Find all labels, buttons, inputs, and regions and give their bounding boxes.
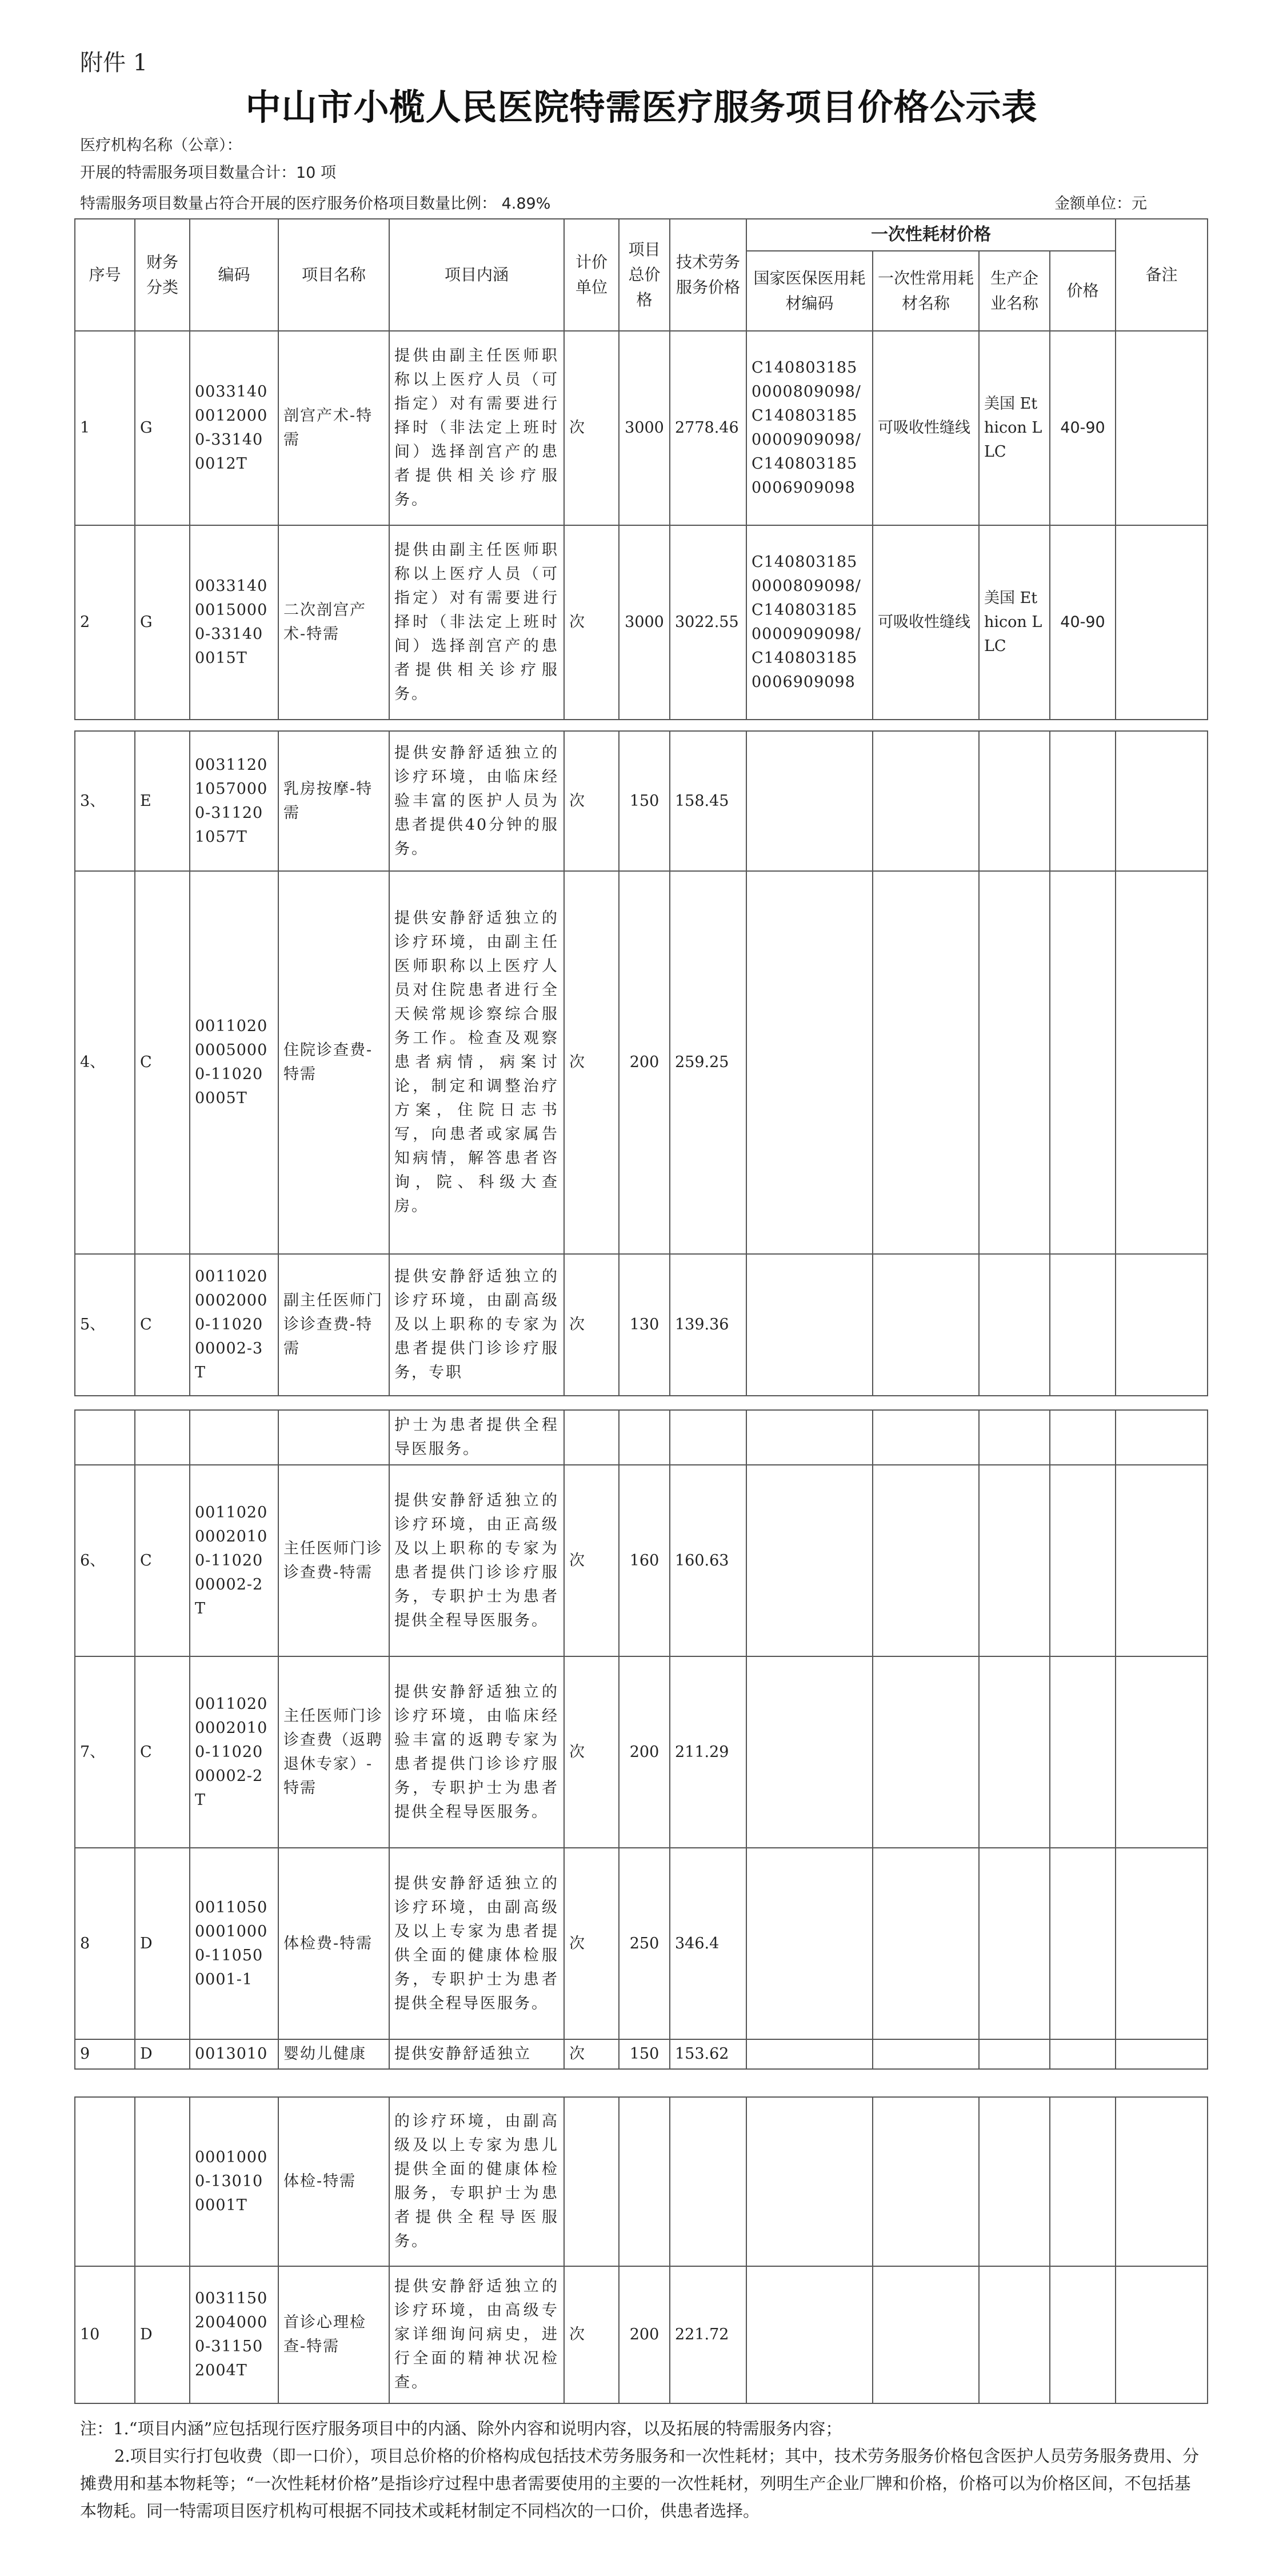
cell-manufacturer	[979, 731, 1050, 871]
project-ratio-label: 特需服务项目数量占符合开展的医疗服务价格项目数量比例： 4.89%	[80, 195, 551, 213]
cell-manufacturer: 美国 Ethicon LLC	[979, 331, 1050, 525]
cell-manufacturer	[979, 1465, 1050, 1656]
cell-unit: 次	[564, 1656, 619, 1848]
cell-class: D	[135, 2266, 190, 2403]
cell-name: 乳房按摩-特需	[278, 731, 389, 871]
cell-unit: 次	[564, 731, 619, 871]
attachment-label: 附件 1	[80, 50, 148, 76]
project-count-label: 开展的特需服务项目数量合计：10 项	[80, 164, 336, 182]
table-row	[75, 2039, 1208, 2069]
cell-total: 200	[619, 1656, 670, 1848]
cell-material-name: 可吸收性缝线	[873, 331, 979, 525]
cell-material-code	[746, 1848, 873, 2039]
col-header-material-code: 国家医保医用耗材编码	[746, 251, 873, 331]
cell-total: 3000	[619, 525, 670, 720]
cell-remark	[1116, 331, 1208, 525]
cell-unit: 次	[564, 1848, 619, 2039]
cell-price	[1050, 1254, 1116, 1396]
cell-code: 00331400015000 0-331400015T	[190, 525, 278, 720]
cell-name-continuation: 体检-特需	[278, 2097, 389, 2266]
cell-name: 婴幼儿健康	[278, 2039, 389, 2069]
cell-manufacturer	[979, 2266, 1050, 2403]
cell-fee: 3022.55	[670, 525, 746, 720]
cell-seq: 4、	[75, 871, 135, 1254]
table-row	[75, 1656, 1208, 1848]
cell-desc-continuation: 的诊疗环境，由副高级及以上专家为患儿提供全面的健康体检服务，专职护士为患者提供全程导医服务。	[389, 2097, 564, 2266]
cell-price	[1050, 1848, 1116, 2039]
cell-remark	[1116, 1848, 1208, 2039]
cell-unit: 次	[564, 525, 619, 720]
col-header-material-group: 一次性耗材价格	[746, 219, 1116, 251]
price-table-section-4	[74, 2096, 1208, 2404]
table-row	[75, 331, 1208, 525]
cell-desc: 提供安静舒适独立的诊疗环境，由正高级及以上职称的专家为患者提供门诊诊疗服务，专职护士为患者提供全程导医服务。	[389, 1465, 564, 1656]
cell-price	[1050, 2039, 1116, 2069]
cell-code: 00311502004000 0-311502004T	[190, 2266, 278, 2403]
cell-class: G	[135, 331, 190, 525]
cell-manufacturer: 美国 Ethicon LLC	[979, 525, 1050, 720]
cell-material-name	[873, 1656, 979, 1848]
cell-desc: 提供安静舒适独立的诊疗环境，由副主任医师职称以上医疗人员对住院患者进行全天候常规诊察综合服务工作。检查及观察患者病情，病案讨论，制定和调整治疗方案，住院日志书写，向患者或家属告知病情，解答患者咨询，院、科级大查房。	[389, 871, 564, 1254]
cell-unit: 次	[564, 2039, 619, 2069]
cell-desc: 提供安静舒适独立的诊疗环境，由临床经验丰富的医护人员为患者提供40分钟的服务。	[389, 731, 564, 871]
cell-name: 主任医师门诊诊查费-特需	[278, 1465, 389, 1656]
table-row	[75, 871, 1208, 1254]
cell-fee: 259.25	[670, 871, 746, 1254]
cell-material-name	[873, 1848, 979, 2039]
cell-material-code	[746, 1656, 873, 1848]
cell-desc: 提供由副主任医师职称以上医疗人员（可指定）对有需要进行择时（非法定上班时间）选择剖宫产的患者提供相关诊疗服务。	[389, 525, 564, 720]
cell-seq: 6、	[75, 1465, 135, 1656]
cell-name: 二次剖宫产术-特需	[278, 525, 389, 720]
cell-price: 40-90	[1050, 525, 1116, 720]
institution-name-label: 医疗机构名称（公章）：	[80, 137, 242, 154]
col-header-remark: 备注	[1116, 219, 1208, 331]
cell-desc: 提供安静舒适独立	[389, 2039, 564, 2069]
cell-material-name	[873, 871, 979, 1254]
cell-material-name	[873, 2266, 979, 2403]
cell-name: 住院诊查费-特需	[278, 871, 389, 1254]
cell-remark	[1116, 2266, 1208, 2403]
table-row	[75, 1848, 1208, 2039]
cell-total: 130	[619, 1254, 670, 1396]
cell-seq: 3、	[75, 731, 135, 871]
footnotes	[80, 2415, 1206, 2525]
cell-remark	[1116, 525, 1208, 720]
cell-material-code	[746, 2039, 873, 2069]
page-title: 中山市小榄人民医院特需医疗服务项目价格公示表	[245, 86, 1038, 128]
cell-fee: 346.4	[670, 1848, 746, 2039]
col-header-class: 财务分类	[135, 219, 190, 331]
table-row	[75, 1465, 1208, 1656]
cell-material-code	[746, 731, 873, 871]
cell-remark	[1116, 2039, 1208, 2069]
cell-total: 200	[619, 2266, 670, 2403]
table-row-continuation	[75, 2097, 1208, 2266]
cell-material-code	[746, 2266, 873, 2403]
cell-class: D	[135, 1848, 190, 2039]
col-header-seq: 序号	[75, 219, 135, 331]
cell-class: C	[135, 1465, 190, 1656]
cell-seq: 7、	[75, 1656, 135, 1848]
cell-material-name	[873, 731, 979, 871]
cell-fee: 139.36	[670, 1254, 746, 1396]
cell-price	[1050, 1656, 1116, 1848]
cell-total: 3000	[619, 331, 670, 525]
cell-code-continuation: 00010000-130100001T	[190, 2097, 278, 2266]
cell-desc: 提供安静舒适独立的诊疗环境，由高级专家详细询问病史，进行全面的精神状况检查。	[389, 2266, 564, 2403]
cell-seq: 2	[75, 525, 135, 720]
cell-manufacturer	[979, 1254, 1050, 1396]
cell-total: 150	[619, 731, 670, 871]
table-row-continuation	[75, 1410, 1208, 1465]
cell-class: C	[135, 1656, 190, 1848]
col-header-desc: 项目内涵	[389, 219, 564, 331]
col-header-code: 编码	[190, 219, 278, 331]
cell-unit: 次	[564, 871, 619, 1254]
cell-manufacturer	[979, 2039, 1050, 2069]
cell-class: C	[135, 871, 190, 1254]
cell-remark	[1116, 1465, 1208, 1656]
currency-unit-label: 金额单位：元	[1054, 195, 1147, 213]
cell-class: D	[135, 2039, 190, 2069]
footnote-2: 2.项目实行打包收费（即一口价），项目总价格的价格构成包括技术劳务服务和一次性耗材；其中，技术劳务服务价格包含医护人员劳务服务费用、分摊费用和基本物耗等；“一次性耗材价格”是指诊疗过程中患者需要使用的主要的一次性耗材，列明生产企业厂牌和价格，价格可以为价格区间，不包括基本物耗。同一特需项目医疗机构可根据不同技术或耗材制定不同档次的一口价，供患者选择。	[80, 2446, 1200, 2521]
cell-name: 首诊心理检查-特需	[278, 2266, 389, 2403]
col-header-fee: 技术劳务服务价格	[670, 219, 746, 331]
table-row	[75, 1254, 1208, 1396]
cell-seq: 10	[75, 2266, 135, 2403]
table-row	[75, 731, 1208, 871]
cell-fee: 211.29	[670, 1656, 746, 1848]
cell-seq: 9	[75, 2039, 135, 2069]
cell-remark	[1116, 871, 1208, 1254]
table-row	[75, 2266, 1208, 2403]
col-header-material-name: 一次性常用耗材名称	[873, 251, 979, 331]
cell-seq: 5、	[75, 1254, 135, 1396]
cell-fee: 153.62	[670, 2039, 746, 2069]
cell-unit: 次	[564, 331, 619, 525]
cell-desc: 提供由副主任医师职称以上医疗人员（可指定）对有需要进行择时（非法定上班时间）选择剖宫产的患者提供相关诊疗服务。	[389, 331, 564, 525]
cell-seq: 8	[75, 1848, 135, 2039]
cell-class: C	[135, 1254, 190, 1396]
price-table-section-1	[74, 218, 1208, 720]
cell-code: 00110500001000 0-110500001-1	[190, 1848, 278, 2039]
cell-fee: 2778.46	[670, 331, 746, 525]
cell-remark	[1116, 731, 1208, 871]
cell-price	[1050, 1465, 1116, 1656]
col-header-name: 项目名称	[278, 219, 389, 331]
cell-material-code	[746, 1465, 873, 1656]
cell-material-code	[746, 871, 873, 1254]
cell-fee: 221.72	[670, 2266, 746, 2403]
col-header-unit: 计价单位	[564, 219, 619, 331]
cell-code: 00110200005000 0-110200005T	[190, 871, 278, 1254]
col-header-price: 价格	[1050, 251, 1116, 331]
cell-code: 00110200002010 0-1102000002-2T	[190, 1465, 278, 1656]
cell-remark	[1116, 1656, 1208, 1848]
cell-unit: 次	[564, 1254, 619, 1396]
price-table-section-3	[74, 1409, 1208, 2070]
cell-seq: 1	[75, 331, 135, 525]
cell-class: G	[135, 525, 190, 720]
cell-code: 00331400012000 0-331400012T	[190, 331, 278, 525]
table-row	[75, 525, 1208, 720]
cell-price	[1050, 2266, 1116, 2403]
cell-name: 剖宫产术-特需	[278, 331, 389, 525]
cell-name: 主任医师门诊诊查费（返聘退休专家）-特需	[278, 1656, 389, 1848]
cell-material-name	[873, 1465, 979, 1656]
cell-fee: 158.45	[670, 731, 746, 871]
cell-manufacturer	[979, 1656, 1050, 1848]
cell-price	[1050, 731, 1116, 871]
cell-manufacturer	[979, 1848, 1050, 2039]
price-table-section-2	[74, 730, 1208, 1396]
cell-price	[1050, 871, 1116, 1254]
cell-material-code: C1408031850000809098/C1408031850000909098/C1408031850006909098	[746, 331, 873, 525]
cell-total: 250	[619, 1848, 670, 2039]
cell-code: 00110200002010 0-1102000002-2T	[190, 1656, 278, 1848]
footnote-1: 注：1.“项目内涵”应包括现行医疗服务项目中的内涵、除外内容和说明内容，以及拓展的特需服务内容；	[80, 2419, 842, 2438]
cell-unit: 次	[564, 1465, 619, 1656]
cell-name: 体检费-特需	[278, 1848, 389, 2039]
cell-material-code	[746, 1254, 873, 1396]
cell-material-name	[873, 1254, 979, 1396]
cell-unit: 次	[564, 2266, 619, 2403]
cell-material-name: 可吸收性缝线	[873, 525, 979, 720]
cell-price: 40-90	[1050, 331, 1116, 525]
cell-total: 200	[619, 871, 670, 1254]
cell-desc: 提供安静舒适独立的诊疗环境，由临床经验丰富的返聘专家为患者提供门诊诊疗服务，专职护士为患者提供全程导医服务。	[389, 1656, 564, 1848]
cell-class: E	[135, 731, 190, 871]
cell-name: 副主任医师门诊诊查费-特需	[278, 1254, 389, 1396]
cell-code: 0013010	[190, 2039, 278, 2069]
cell-code: 00311201057000 0-311201057T	[190, 731, 278, 871]
cell-material-name	[873, 2039, 979, 2069]
col-header-total: 项目总价格	[619, 219, 670, 331]
col-header-manufacturer: 生产企业名称	[979, 251, 1050, 331]
cell-desc: 提供安静舒适独立的诊疗环境，由副高级及以上职称的专家为患者提供门诊诊疗服务，专职	[389, 1254, 564, 1396]
cell-code: 00110200002000 0-1102000002-3T	[190, 1254, 278, 1396]
cell-desc: 提供安静舒适独立的诊疗环境，由副高级及以上专家为患者提供全面的健康体检服务，专职护士为患者提供全程导医服务。	[389, 1848, 564, 2039]
cell-total: 150	[619, 2039, 670, 2069]
cell-manufacturer	[979, 871, 1050, 1254]
cell-total: 160	[619, 1465, 670, 1656]
cell-desc-continuation: 护士为患者提供全程导医服务。	[389, 1410, 564, 1465]
cell-remark	[1116, 1254, 1208, 1396]
cell-fee: 160.63	[670, 1465, 746, 1656]
cell-material-code: C1408031850000809098/C1408031850000909098/C1408031850006909098	[746, 525, 873, 720]
